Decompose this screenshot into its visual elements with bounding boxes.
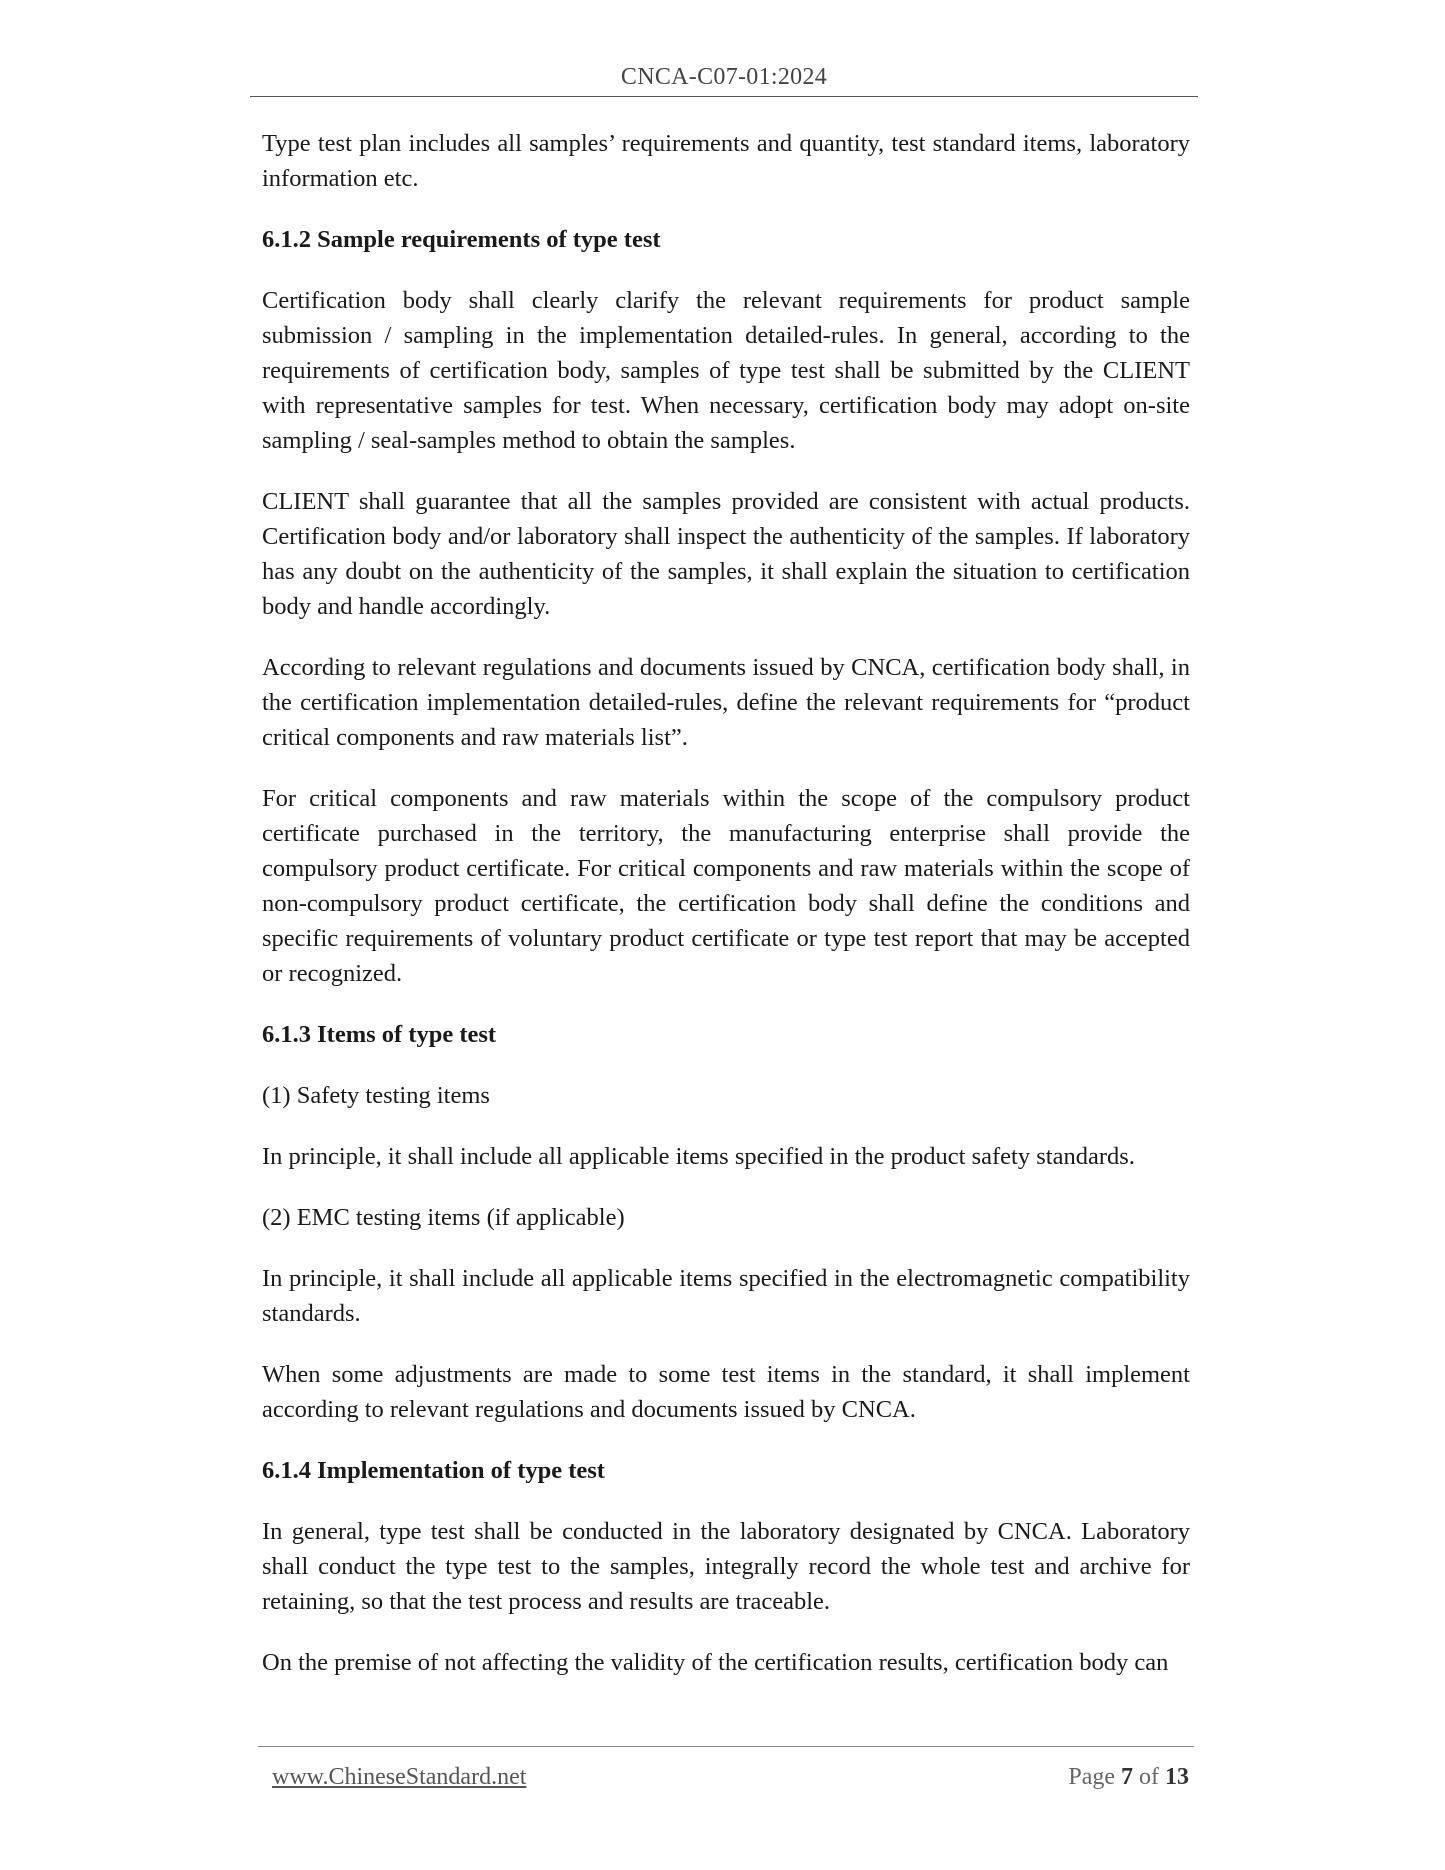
page-of-label: of (1139, 1764, 1159, 1790)
section-heading-6-1-4: 6.1.4 Implementation of type test (262, 1457, 605, 1484)
list-item-safety-testing: (1) Safety testing items (262, 1082, 490, 1109)
page-label: Page (1068, 1764, 1115, 1790)
header-rule (250, 96, 1198, 97)
paragraph-critical-components-list: According to relevant regulations and documents issued by CNCA, certification body shall, in the certification implementation detailed-rules, define the relevant requirements for “product critical components and raw materials list”. (262, 654, 1190, 751)
section-heading-6-1-2: 6.1.2 Sample requirements of type test (262, 226, 661, 253)
paragraph-compulsory-certificate: For critical components and raw materials within the scope of the compulsory product certificate purchased in the territory, the manufacturing enterprise shall provide the compulsory product certificate. For critical components and raw materials within the scope of non-compulsory product certificate, the certification body shall define the conditions and specific requirements of voluntary product certificate or type test report that may be accepted or recognized. (262, 785, 1190, 987)
paragraph-safety-principle: In principle, it shall include all applicable items specified in the product safety standards. (262, 1143, 1135, 1170)
page-content (262, 126, 1190, 1706)
paragraph-premise: On the premise of not affecting the validity of the certification results, certification body can (262, 1649, 1169, 1676)
page-number (1068, 1764, 1189, 1791)
paragraph-type-test-plan: Type test plan includes all samples’ requirements and quantity, test standard items, laboratory information etc. (262, 130, 1190, 192)
paragraph-sample-submission: Certification body shall clearly clarify the relevant requirements for product sample submission / sampling in the implementation detailed-rules. In general, according to the requirements of certification body, samples of type test shall be submitted by the CLIENT with representative samples for test. When necessary, certification body may adopt on-site sampling / seal-samples method to obtain the samples. (262, 287, 1190, 454)
page-current: 7 (1121, 1764, 1133, 1790)
paragraph-client-guarantee: CLIENT shall guarantee that all the samples provided are consistent with actual products. Certification body and/or laboratory shall inspect the authenticity of the samples. If laboratory has any doubt on the authenticity of the samples, it shall explain the situation to certification body and handle accordingly. (262, 488, 1190, 620)
paragraph-emc-principle: In principle, it shall include all applicable items specified in the electromagnetic compatibility standards. (262, 1265, 1190, 1327)
page-total: 13 (1165, 1764, 1189, 1790)
footer-rule (258, 1746, 1194, 1747)
paragraph-adjustments: When some adjustments are made to some test items in the standard, it shall implement according to relevant regulations and documents issued by CNCA. (262, 1361, 1190, 1423)
footer-website-link[interactable]: www.ChineseStandard.net (272, 1764, 527, 1790)
running-header: CNCA-C07-01:2024 (620, 64, 828, 90)
paragraph-laboratory: In general, type test shall be conducted in the laboratory designated by CNCA. Laboratory shall conduct the type test to the samples, integrally record the whole test and archive for retaining, so that the test process and results are traceable. (262, 1518, 1190, 1615)
list-item-emc-testing: (2) EMC testing items (if applicable) (262, 1204, 625, 1231)
section-heading-6-1-3: 6.1.3 Items of type test (262, 1021, 497, 1048)
